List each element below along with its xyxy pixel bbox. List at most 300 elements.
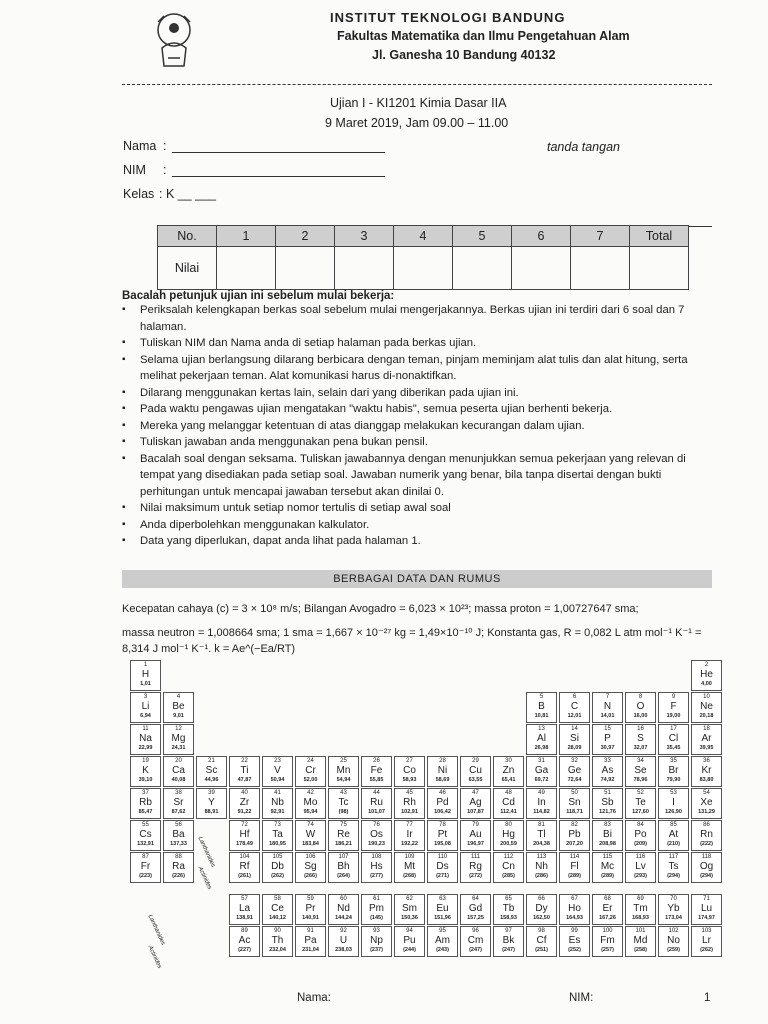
element-cell-y (196, 788, 227, 819)
element-cell-hf (229, 820, 260, 851)
element-cell-na (130, 724, 161, 755)
atomic-number: 105 (272, 854, 283, 860)
atomic-mass: 140,91 (302, 915, 319, 921)
rule-item: ▪ Tuliskan jawaban anda menggunakan pena bukan pensil. (122, 434, 712, 451)
element-symbol: Ta (272, 829, 283, 840)
atomic-mass: 24,31 (171, 745, 186, 751)
score-input[interactable] (571, 247, 630, 290)
element-symbol: Es (568, 935, 581, 946)
element-cell-lr (691, 926, 722, 957)
element-cell-pa (295, 926, 326, 957)
element-symbol: As (601, 765, 614, 776)
element-symbol: Cd (502, 797, 515, 808)
atomic-mass: 26,98 (534, 745, 549, 751)
element-cell-rb (130, 788, 161, 819)
element-cell-rn (691, 820, 722, 851)
periodic-table (130, 660, 722, 990)
element-cell-ru (361, 788, 392, 819)
element-cell-mg (163, 724, 194, 755)
element-symbol: K (142, 765, 149, 776)
atomic-number: 108 (371, 854, 382, 860)
atomic-mass: 183,84 (302, 841, 319, 847)
score-input[interactable] (453, 247, 512, 290)
atomic-number: 79 (472, 822, 479, 828)
element-symbol: Cf (536, 935, 547, 946)
atomic-mass: (261) (238, 873, 251, 879)
element-cell-mn (328, 756, 359, 787)
element-cell-ra (163, 852, 194, 883)
element-symbol: No (667, 935, 680, 946)
element-cell-fl (559, 852, 590, 883)
atomic-number: 73 (274, 822, 281, 828)
atomic-mass: 55,85 (369, 777, 384, 783)
atomic-number: 98 (538, 928, 545, 934)
atomic-mass: 178,49 (236, 841, 253, 847)
element-symbol: Br (668, 765, 679, 776)
element-symbol: He (700, 669, 713, 680)
element-cell-fe (361, 756, 392, 787)
atomic-number: 55 (142, 822, 149, 828)
element-symbol: Ce (271, 903, 284, 914)
element-symbol: Mo (303, 797, 318, 808)
atomic-number: 18 (703, 726, 710, 732)
atomic-number: 4 (176, 694, 181, 700)
element-symbol: Bh (337, 861, 350, 872)
element-cell-cl (658, 724, 689, 755)
element-cell-p (592, 724, 623, 755)
atomic-number: 114 (569, 854, 580, 860)
element-cell-be (163, 692, 194, 723)
element-cell-tc (328, 788, 359, 819)
atomic-number: 64 (472, 896, 479, 902)
atomic-number: 78 (439, 822, 446, 828)
element-symbol: Fe (370, 765, 383, 776)
atomic-number: 85 (670, 822, 677, 828)
nama-label: Nama (123, 139, 157, 153)
atomic-mass: 91,22 (237, 809, 252, 815)
atomic-number: 68 (604, 896, 611, 902)
rule-item: ▪ Data yang diperlukan, dapat anda lihat pada halaman 1. (122, 533, 712, 550)
atomic-number: 92 (340, 928, 347, 934)
element-symbol: La (238, 903, 251, 914)
element-symbol: Sb (601, 797, 614, 808)
atomic-number: 15 (604, 726, 611, 732)
atomic-number: 39 (208, 790, 215, 796)
element-cell-pb (559, 820, 590, 851)
institution-name: INSTITUT TEKNOLOGI BANDUNG (330, 10, 566, 25)
atomic-number: 21 (208, 758, 215, 764)
atomic-number: 51 (604, 790, 611, 796)
atomic-mass: 162,50 (533, 915, 550, 921)
score-input[interactable] (394, 247, 453, 290)
atomic-mass: (210) (667, 841, 680, 847)
atomic-mass: (247) (502, 947, 515, 953)
element-symbol: Hf (239, 829, 250, 840)
atomic-number: 37 (142, 790, 149, 796)
element-symbol: N (603, 701, 612, 712)
element-symbol: Po (634, 829, 647, 840)
atomic-mass: 144,24 (335, 915, 352, 921)
element-cell-h (130, 660, 161, 691)
element-symbol: Dy (535, 903, 548, 914)
element-cell-cr (295, 756, 326, 787)
atomic-number: 110 (437, 854, 448, 860)
nilai-label: Nilai (158, 247, 217, 290)
atomic-number: 14 (571, 726, 578, 732)
element-symbol: Co (403, 765, 416, 776)
element-cell-pt (427, 820, 458, 851)
element-symbol: Tb (502, 903, 515, 914)
element-cell-pm (361, 894, 392, 925)
element-symbol: Rf (239, 861, 250, 872)
element-symbol: W (305, 829, 316, 840)
element-cell-la (229, 894, 260, 925)
atomic-mass: 192,22 (401, 841, 418, 847)
atomic-mass: (277) (370, 873, 383, 879)
rules-list (122, 302, 712, 550)
element-cell-am (427, 926, 458, 957)
element-cell-cs (130, 820, 161, 851)
atomic-number: 56 (175, 822, 182, 828)
element-cell-bh (328, 852, 359, 883)
element-cell-tl (526, 820, 557, 851)
element-symbol: Th (271, 935, 284, 946)
element-cell-al (526, 724, 557, 755)
atomic-number: 19 (142, 758, 149, 764)
nama-colon: : (163, 139, 167, 153)
element-symbol: Te (635, 797, 646, 808)
constants-line-2: massa neutron = 1,008664 sma; 1 sma = 1,667 × 10⁻²⁷ kg = 1,49×10⁻¹⁰ J; Konstanta gas, R = 0,082 L atm mol⁻¹ K⁻¹ = (122, 627, 702, 639)
element-symbol: Ar (701, 733, 712, 744)
atomic-mass: 140,12 (269, 915, 286, 921)
element-cell-nb (262, 788, 293, 819)
rule-item: ▪ Periksalah kelengkapan berkas soal sebelum mulai mengerjakannya. Berkas ujian ini terdiri dari 6 soal dan 7 halaman. (122, 302, 712, 335)
element-symbol: Pt (437, 829, 448, 840)
atomic-mass: 157,25 (467, 915, 484, 921)
atomic-mass: (289) (601, 873, 614, 879)
atomic-mass: 173,04 (665, 915, 682, 921)
atomic-number: 71 (703, 896, 710, 902)
element-symbol: Al (537, 733, 546, 744)
atomic-number: 9 (671, 694, 676, 700)
element-symbol: Re (337, 829, 350, 840)
element-symbol: Tm (633, 903, 648, 914)
atomic-number: 93 (373, 928, 380, 934)
element-symbol: C (570, 701, 579, 712)
atomic-number: 2 (704, 662, 709, 668)
atomic-mass: 107,87 (467, 809, 484, 815)
element-symbol: Y (208, 797, 215, 808)
element-cell-ar (691, 724, 722, 755)
atomic-mass: (243) (436, 947, 449, 953)
atomic-mass: 28,09 (567, 745, 582, 751)
atomic-mass: (294) (667, 873, 680, 879)
element-symbol: Cs (139, 829, 152, 840)
atomic-number: 76 (373, 822, 380, 828)
atomic-number: 75 (340, 822, 347, 828)
atomic-number: 17 (670, 726, 677, 732)
element-symbol: Ac (238, 935, 251, 946)
atomic-mass: 204,38 (533, 841, 550, 847)
atomic-mass: (268) (403, 873, 416, 879)
atomic-number: 43 (340, 790, 347, 796)
atomic-mass: 65,41 (501, 777, 516, 783)
element-symbol: Md (633, 935, 648, 946)
atomic-number: 99 (571, 928, 578, 934)
atomic-mass: 95,94 (303, 809, 318, 815)
atomic-mass: 16,00 (633, 713, 648, 719)
score-input[interactable] (335, 247, 394, 290)
element-cell-dy (526, 894, 557, 925)
element-symbol: Ag (469, 797, 482, 808)
atomic-mass: 19,00 (666, 713, 681, 719)
element-cell-mt (394, 852, 425, 883)
atomic-mass: 231,04 (302, 947, 319, 953)
element-cell-co (394, 756, 425, 787)
element-symbol: In (537, 797, 546, 808)
atomic-mass: 52,00 (303, 777, 318, 783)
element-symbol: Bk (502, 935, 515, 946)
atomic-mass: 47,87 (237, 777, 252, 783)
element-cell-s (625, 724, 656, 755)
atomic-mass: 138,91 (236, 915, 253, 921)
atomic-mass: 232,04 (269, 947, 286, 953)
atomic-mass: 79,90 (666, 777, 681, 783)
element-cell-sm (394, 894, 425, 925)
atomic-number: 104 (239, 854, 250, 860)
element-symbol: Os (370, 829, 383, 840)
element-cell-mc (592, 852, 623, 883)
atomic-mass: 50,94 (270, 777, 285, 783)
atomic-number: 8 (638, 694, 643, 700)
atomic-mass: 40,08 (171, 777, 186, 783)
element-symbol: V (274, 765, 281, 776)
element-symbol: S (637, 733, 644, 744)
element-symbol: Gd (468, 903, 483, 914)
element-cell-os (361, 820, 392, 851)
score-header-cell: 5 (453, 226, 512, 247)
atomic-number: 89 (241, 928, 248, 934)
element-cell-md (625, 926, 656, 957)
atomic-mass: 112,41 (500, 809, 517, 815)
rule-item: ▪ Bacalah soal dengan seksama. Tuliskan jawabannya dengan menunjukkan semua pekerjaan yang relevan di tempat yang disediakan pada setiap soal. Jawaban numerik yang benar, bila tanpa disertai dengan bukti perhitungan untuk mencapai jawaban tersebut akan dinilai 0. (122, 451, 712, 501)
nim-field[interactable] (172, 176, 385, 177)
element-cell-k (130, 756, 161, 787)
atomic-number: 23 (274, 758, 281, 764)
element-cell-no (658, 926, 689, 957)
atomic-number: 83 (604, 822, 611, 828)
atomic-mass: 127,60 (632, 809, 649, 815)
exam-title: Ujian I - KI1201 Kimia Dasar IIA (330, 96, 507, 110)
element-symbol: Lr (702, 935, 711, 946)
element-symbol: H (141, 669, 150, 680)
atomic-number: 16 (637, 726, 644, 732)
element-symbol: Fr (140, 861, 151, 872)
atomic-number: 94 (406, 928, 413, 934)
element-symbol: Ge (567, 765, 582, 776)
kelas-field[interactable]: : K __ ___ (159, 187, 216, 201)
atomic-mass: 88,91 (204, 809, 219, 815)
element-symbol: Na (139, 733, 152, 744)
element-cell-sr (163, 788, 194, 819)
element-cell-pd (427, 788, 458, 819)
element-symbol: Pb (568, 829, 581, 840)
atomic-mass: 131,29 (698, 809, 715, 815)
element-cell-rh (394, 788, 425, 819)
atomic-number: 1 (143, 662, 148, 668)
atomic-number: 67 (571, 896, 578, 902)
element-cell-at (658, 820, 689, 851)
atomic-mass: (98) (338, 809, 349, 815)
atomic-mass: 35,45 (666, 745, 681, 751)
element-cell-si (559, 724, 590, 755)
element-cell-hg (493, 820, 524, 851)
element-cell-sn (559, 788, 590, 819)
atomic-number: 86 (703, 822, 710, 828)
atomic-mass: (294) (700, 873, 713, 879)
element-symbol: U (339, 935, 348, 946)
score-input[interactable] (276, 247, 335, 290)
element-symbol: Og (699, 861, 714, 872)
element-symbol: Ni (437, 765, 448, 776)
element-cell-sg (295, 852, 326, 883)
atomic-mass: 92,91 (270, 809, 285, 815)
atomic-mass: (293) (634, 873, 647, 879)
element-symbol: Pu (403, 935, 416, 946)
atomic-mass: 102,91 (401, 809, 418, 815)
element-symbol: Cu (469, 765, 482, 776)
atomic-mass: (289) (568, 873, 581, 879)
atomic-mass: 121,76 (599, 809, 616, 815)
element-cell-ti (229, 756, 260, 787)
atomic-mass: 195,08 (434, 841, 451, 847)
element-symbol: Au (469, 829, 482, 840)
rule-item: ▪ Dilarang menggunakan kertas lain, selain dari yang diberikan pada ujian ini. (122, 385, 712, 402)
atomic-number: 36 (703, 758, 710, 764)
element-cell-sb (592, 788, 623, 819)
atomic-number: 29 (472, 758, 479, 764)
atomic-mass: 74,92 (600, 777, 615, 783)
element-symbol: Eu (436, 903, 449, 914)
atomic-number: 13 (538, 726, 545, 732)
atomic-mass: (262) (271, 873, 284, 879)
rule-item: ▪ Selama ujian berlangsung dilarang berbicara dengan teman, pinjam meminjam alat tulis dan alat hitung, serta melihat pekerjaan teman. Alat komunikasi harus di-nonaktifkan. (122, 352, 712, 385)
element-cell-te (625, 788, 656, 819)
rule-item: ▪ Mereka yang melanggar ketentuan di atas dianggap melakukan kecurangan dalam ujian. (122, 418, 712, 435)
header-divider (122, 84, 712, 85)
element-symbol: Ti (240, 765, 249, 776)
element-symbol: Mt (403, 861, 416, 872)
score-input[interactable] (630, 247, 689, 290)
atomic-number: 27 (406, 758, 413, 764)
element-cell-ac (229, 926, 260, 957)
element-symbol: Am (435, 935, 450, 946)
atomic-number: 69 (637, 896, 644, 902)
atomic-number: 38 (175, 790, 182, 796)
atomic-number: 24 (307, 758, 314, 764)
element-symbol: Nd (337, 903, 350, 914)
element-cell-ho (559, 894, 590, 925)
element-symbol: B (538, 701, 545, 712)
atomic-number: 82 (571, 822, 578, 828)
atomic-mass: 78,96 (633, 777, 648, 783)
element-cell-rg (460, 852, 491, 883)
atomic-number: 25 (340, 758, 347, 764)
atomic-number: 101 (635, 928, 646, 934)
atomic-mass: (262) (700, 947, 713, 953)
element-cell-rf (229, 852, 260, 883)
atomic-mass: 44,96 (204, 777, 219, 783)
atomic-mass: 58,93 (402, 777, 417, 783)
element-symbol: Kr (701, 765, 712, 776)
nama-field[interactable] (172, 152, 385, 153)
atomic-mass: 9,01 (173, 713, 184, 719)
element-cell-ne (691, 692, 722, 723)
atomic-mass: 12,01 (567, 713, 582, 719)
element-symbol: Ca (172, 765, 185, 776)
atomic-mass: (259) (667, 947, 680, 953)
element-symbol: Se (634, 765, 647, 776)
atomic-mass: 4,00 (701, 681, 712, 687)
atomic-mass: (223) (139, 873, 152, 879)
element-cell-lv (625, 852, 656, 883)
element-cell-yb (658, 894, 689, 925)
element-cell-pr (295, 894, 326, 925)
atomic-number: 106 (305, 854, 316, 860)
constants-line-3: 8,314 J mol⁻¹ K⁻¹. k = Ae^(−Ea/RT) (122, 643, 296, 655)
score-table (157, 225, 689, 290)
element-cell-i (658, 788, 689, 819)
atomic-mass: 151,96 (434, 915, 451, 921)
score-header-cell: Total (630, 226, 689, 247)
element-cell-br (658, 756, 689, 787)
element-symbol: Mg (171, 733, 186, 744)
atomic-number: 103 (701, 928, 712, 934)
element-symbol: Pa (304, 935, 317, 946)
atomic-mass: (227) (238, 947, 251, 953)
atomic-mass: (226) (172, 873, 185, 879)
atomic-mass: 164,93 (566, 915, 583, 921)
atomic-mass: (251) (535, 947, 548, 953)
element-cell-er (592, 894, 623, 925)
atomic-mass: 190,23 (368, 841, 385, 847)
element-cell-v (262, 756, 293, 787)
score-input[interactable] (217, 247, 276, 290)
element-cell-fm (592, 926, 623, 957)
lanthanide-row-label: Lanthanides (146, 914, 166, 947)
atomic-number: 30 (505, 758, 512, 764)
atomic-number: 95 (439, 928, 446, 934)
atomic-number: 41 (274, 790, 281, 796)
element-symbol: Sc (205, 765, 218, 776)
score-header-cell: 1 (217, 226, 276, 247)
atomic-mass: 54,94 (336, 777, 351, 783)
atomic-number: 116 (635, 854, 646, 860)
atomic-mass: (272) (469, 873, 482, 879)
element-cell-as (592, 756, 623, 787)
atomic-number: 113 (536, 854, 547, 860)
element-cell-li (130, 692, 161, 723)
atomic-number: 57 (241, 896, 248, 902)
element-symbol: Zn (502, 765, 515, 776)
element-cell-th (262, 926, 293, 957)
atomic-mass: (145) (370, 915, 383, 921)
score-input[interactable] (512, 247, 571, 290)
atomic-number: 118 (701, 854, 712, 860)
element-cell-ba (163, 820, 194, 851)
score-header-cell: 7 (571, 226, 630, 247)
element-cell-ni (427, 756, 458, 787)
